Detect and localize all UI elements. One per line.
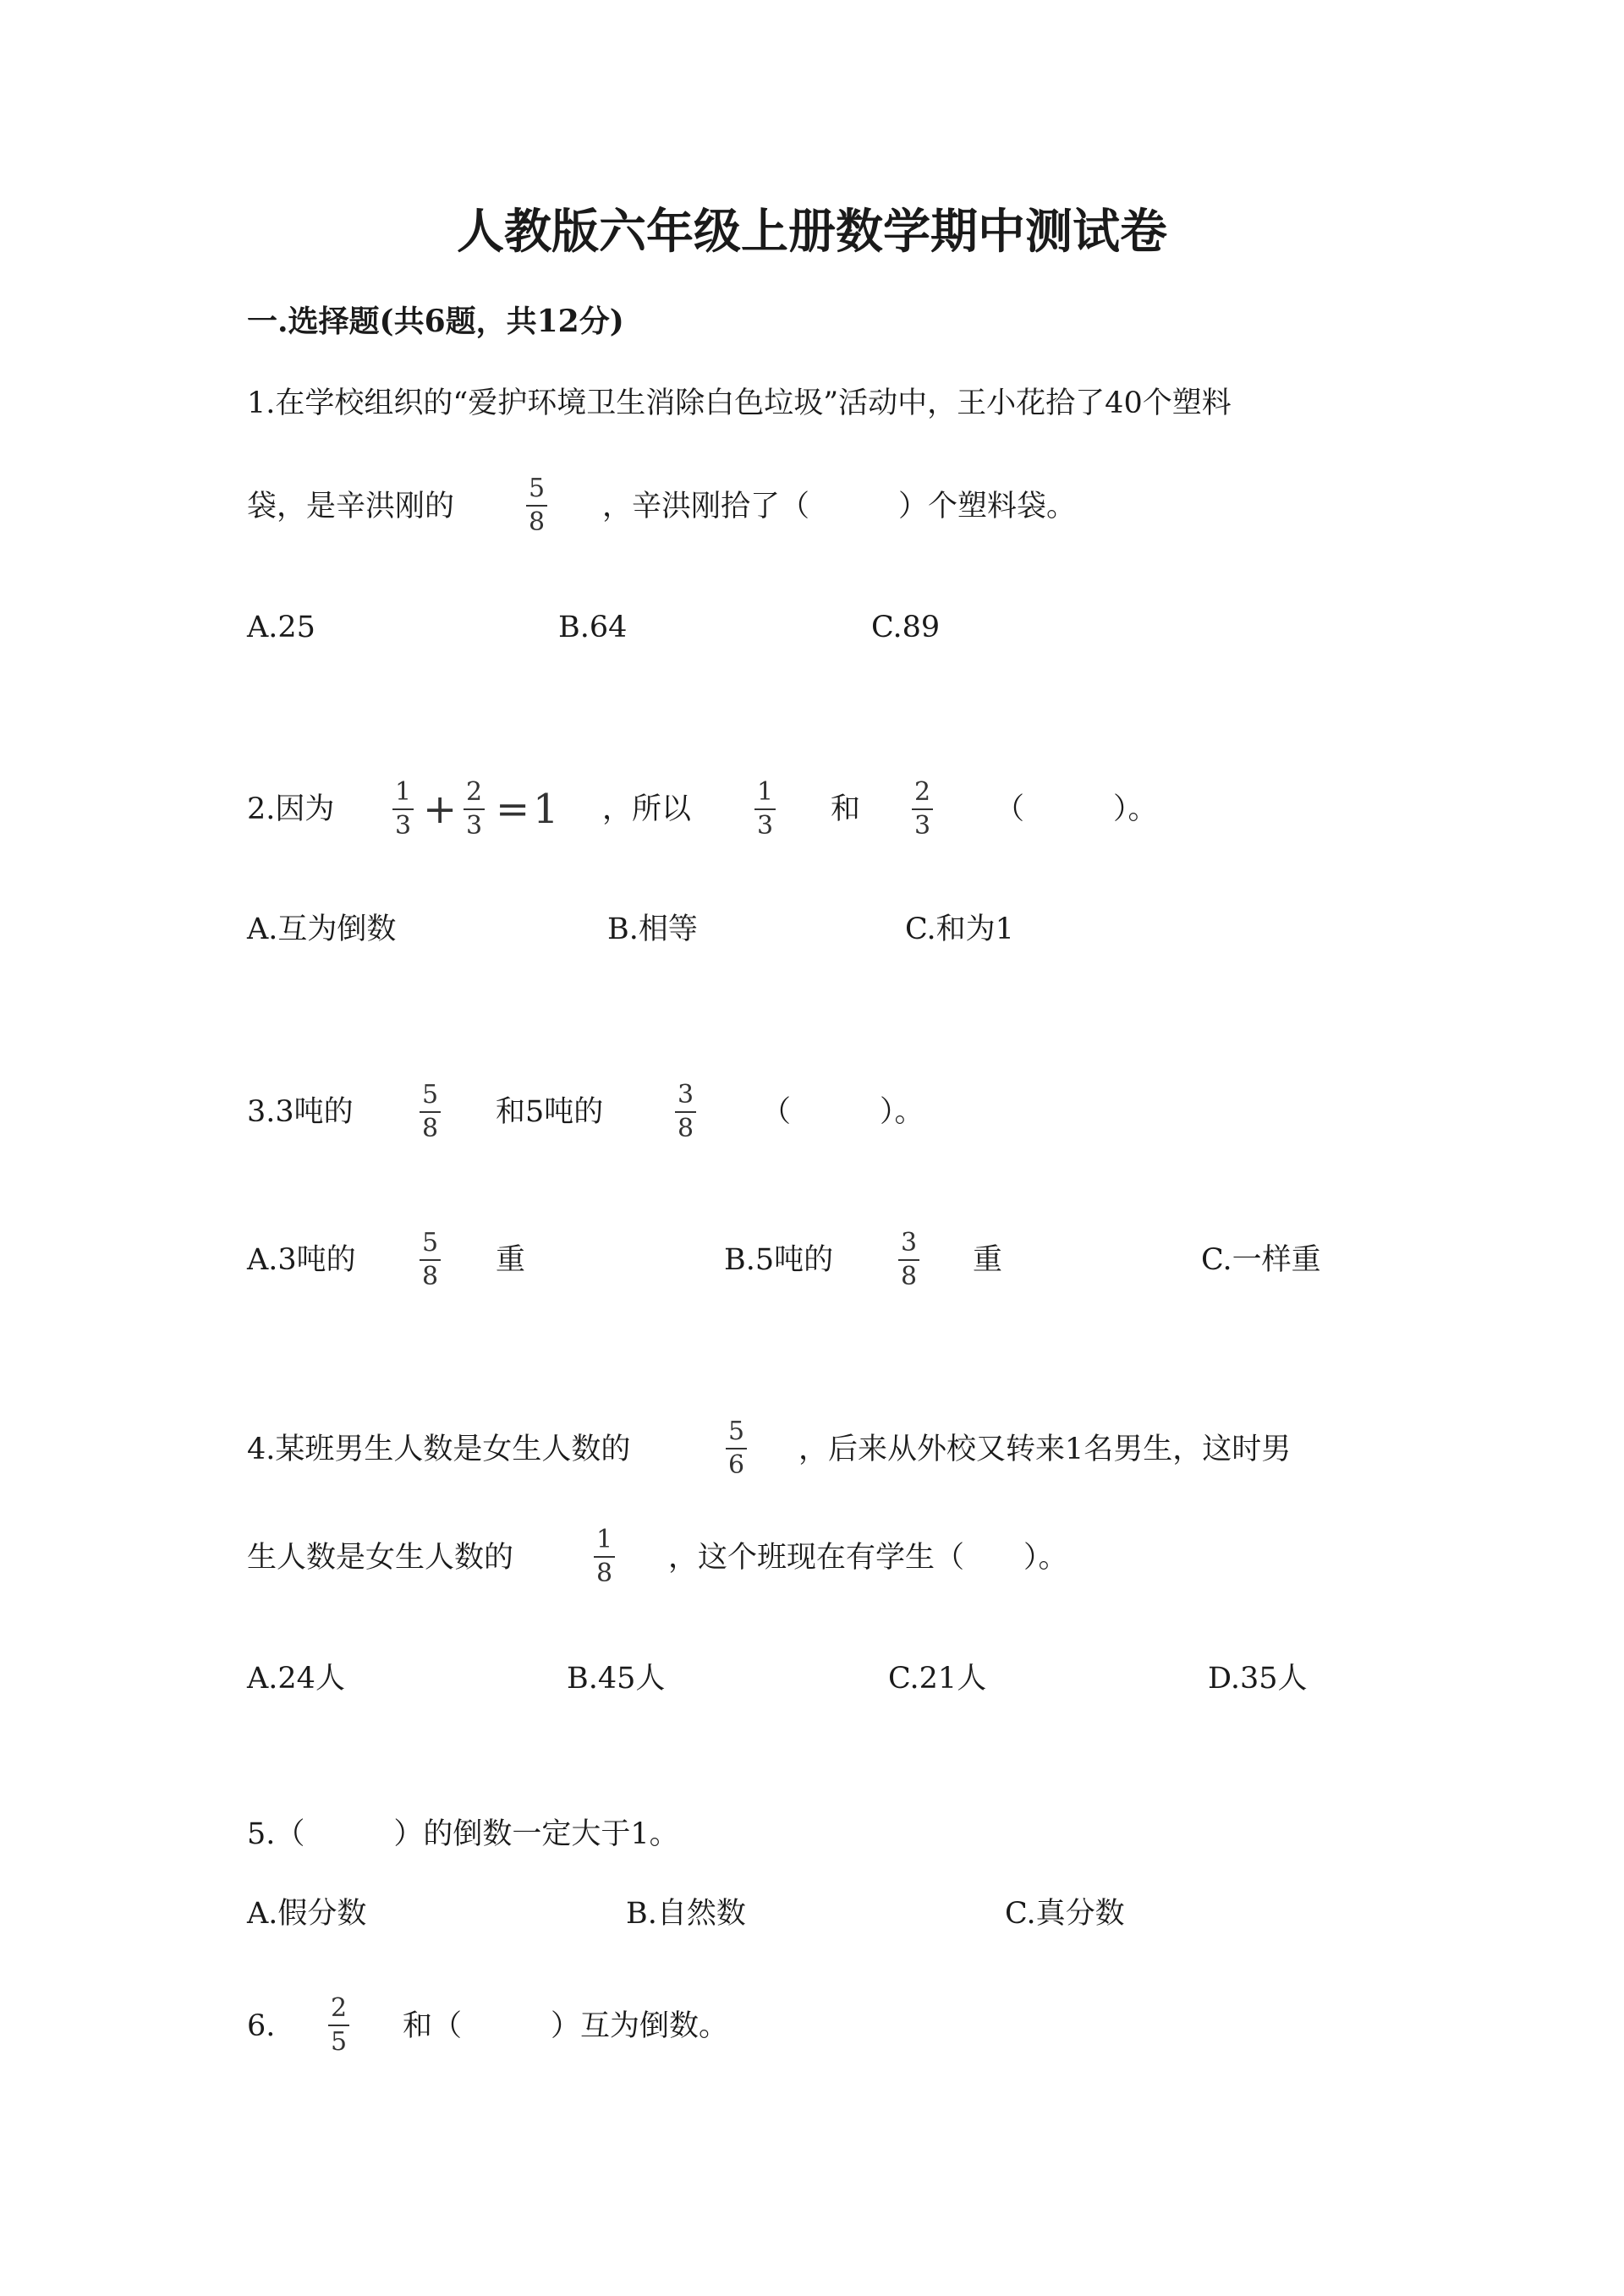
q1-option-c[interactable]: C.89 [871,611,941,644]
q2-eq-a-num: 1 [395,777,412,807]
q5-option-a[interactable]: A.假分数 [247,1897,367,1931]
q3-fraction-1 [420,1082,441,1142]
q1-frac-den: 8 [529,507,546,537]
q2-eq-a-den: 3 [395,811,412,841]
q2-tail: （ ）。 [995,792,1158,826]
q2-fraction-2 [912,777,933,841]
section-heading: 一.选择题(共6题，共12分) [247,304,624,339]
q4-f1-num: 5 [728,1417,745,1446]
q4-f1-den: 6 [728,1450,745,1480]
q2-option-a[interactable]: A.互为倒数 [247,912,397,946]
q4-f2-num: 1 [596,1525,613,1554]
equals-sign: = [496,786,530,833]
q3-f2-den: 8 [678,1114,694,1143]
q2-f2-den: 3 [914,811,931,841]
q2-f1-den: 3 [757,811,774,841]
q2-option-c[interactable]: C.和为1 [905,912,1014,946]
q1-option-b[interactable]: B.64 [558,611,628,644]
q4-line1-start: 4.某班男生人数是女生人数的 [247,1433,631,1466]
q3-f2-num: 3 [678,1080,694,1110]
page-title: 人教版六年级上册数学期中测试卷 [457,204,1167,260]
q2-option-b[interactable]: B.相等 [607,912,698,946]
q1-frac-num: 5 [529,474,546,503]
q4-line2-end: ，这个班现在有学生（ ）。 [668,1541,1068,1575]
q4-line2-start: 生人数是女生人数的 [247,1541,514,1575]
q1-fraction [526,476,547,535]
q3-optb-num: 3 [901,1228,918,1258]
q4-option-a[interactable]: A.24人 [247,1662,345,1696]
q2-eq-b-num: 2 [466,777,483,807]
q3-option-a-end: 重 [496,1243,526,1277]
q3-fraction-2 [675,1082,696,1142]
q2-f1-num: 1 [757,777,774,807]
q1-line2-start: 袋，是辛洪刚的 [247,490,455,523]
q3-f1-den: 8 [422,1114,439,1143]
q2-prefix: 2.因为 [247,792,335,826]
q3-opta-num: 5 [422,1228,439,1258]
q3-option-a-start: A.3吨的 [247,1243,356,1277]
q6-fraction [328,1993,349,2057]
q4-fraction-1 [726,1419,747,1478]
q3-option-b-start: B.5吨的 [724,1243,834,1277]
q2-mid: ，所以 [602,792,692,826]
q2-eq-b-den: 3 [466,811,483,841]
q4-line1-end: ，后来从外校又转来1名男生，这时男 [798,1433,1292,1466]
q3-tail: （ ）。 [761,1095,924,1129]
q6-frac-den: 5 [331,2027,348,2057]
q3-optb-den: 8 [901,1262,918,1291]
q5-option-b[interactable]: B.自然数 [626,1897,746,1931]
q2-eq-frac-a [392,777,414,841]
q1-line2-end: ，辛洪刚拾了（ ）个塑料袋。 [602,490,1077,523]
q5-text: 5.（ ）的倒数一定大于1。 [247,1817,679,1851]
q3-opta-den: 8 [422,1262,439,1291]
q2-f2-num: 2 [914,777,931,807]
q4-fraction-2 [594,1527,615,1586]
q4-option-b[interactable]: B.45人 [567,1662,666,1696]
plus-sign: + [423,786,458,833]
q1-line1: 1.在学校组织的“爱护环境卫生消除白色垃圾”活动中，王小花拾了40个塑料 [247,386,1232,420]
q4-f2-den: 8 [596,1559,613,1588]
q3-mid: 和5吨的 [496,1095,604,1129]
q3-f1-num: 5 [422,1080,439,1110]
q1-option-a[interactable]: A.25 [247,611,315,644]
q3-option-c[interactable]: C.一样重 [1201,1243,1321,1277]
q3-prefix: 3.3吨的 [247,1095,354,1129]
q5-option-c[interactable]: C.真分数 [1005,1897,1125,1931]
equation-result: 1 [533,786,559,833]
q3-option-b-fraction [898,1230,919,1290]
q4-option-d[interactable]: D.35人 [1208,1662,1308,1696]
q4-option-c[interactable]: C.21人 [888,1662,987,1696]
q6-tail: 和（ ）互为倒数。 [403,2009,729,2043]
q3-option-b-end: 重 [973,1243,1003,1277]
q2-fraction-1 [754,777,776,841]
q2-eq-frac-b [464,777,485,841]
q6-prefix: 6. [247,2009,276,2043]
q6-frac-num: 2 [331,1993,348,2023]
q3-option-a-fraction [420,1230,441,1290]
q2-and: 和 [831,792,861,826]
